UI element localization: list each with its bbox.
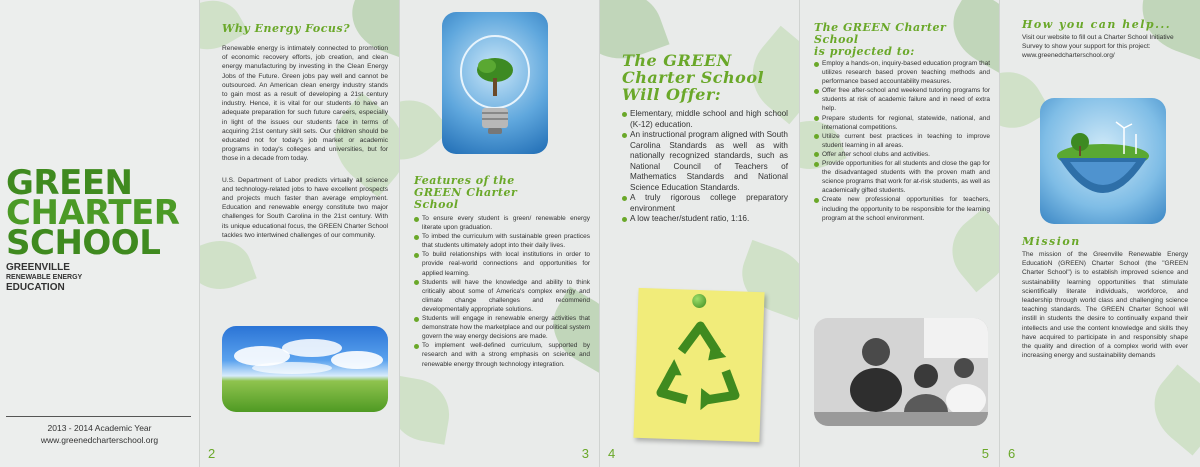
list-item: To ensure every student is green/ renewable energy literate upon graduation. — [414, 214, 590, 232]
panel-features — [400, 0, 600, 467]
panel-will-offer — [600, 0, 800, 467]
mission-text: The mission of the Greenville Renewable Energy EducatioN (GREEN) Charter School (the "GREEN Charter School") is to establish improved science and sustainability learning opportunities that stimulate scientifically literate individuals, workforce, and leadership through world class and challenging science teaching standards. The GREEN Charter School will instill in students the desire to continually expand their intellects and use the content knowledge and skills they have acquired to participate in and responsibly shape the quality and direction of a complex world with ever increasing energy and sustainability demands — [1022, 251, 1188, 360]
help-text: Visit our website to fill out a Charter School Initiative Survey to show your support for this project: www.greenedcharterschool.org/ — [1022, 34, 1174, 60]
list-item: Students will engage in renewable energy activities that demonstrate how the marketplace and our political system govern the way energy decisions are made. — [414, 314, 590, 341]
sky-field-photo — [222, 326, 388, 412]
sticky-note-recycle — [633, 288, 764, 442]
panel-help-mission — [1000, 0, 1200, 467]
classroom-photo — [814, 318, 988, 426]
features-heading: Features of the GREEN Charter School — [414, 174, 518, 211]
page-number: 5 — [981, 446, 989, 461]
panel-projected — [800, 0, 1000, 467]
cover-title-line-2: CHARTER — [6, 193, 180, 233]
projected-heading-line-1: The GREEN Charter — [814, 21, 947, 34]
page-number: 3 — [581, 446, 589, 461]
cover-subtitle-2: RENEWABLE ENERGY — [6, 274, 83, 281]
why-energy-paragraph-2: U.S. Department of Labor predicts virtually all science and technology-related jobs to have excellent prospects and projects much faster than average employment. Education and renewable energy constitute two major challenges for South Carolina in the 21st century. With its unique educational focus, the GREEN Charter School tackles two intertwined challenges of our community. — [222, 176, 388, 239]
list-item: To imbed the curriculum with sustainable green practices that students ultimately adopt into their daily lives. — [414, 232, 590, 250]
leaf-decoration — [1139, 365, 1200, 456]
why-energy-heading: Why Energy Focus? — [222, 22, 351, 35]
list-item: An instructional program aligned with South Carolina Standards as well as with nationally recognized standards, such as National Council of Teachers of Mathematics Standards and National Science Education Standards. — [622, 130, 788, 193]
list-item: Prepare students for regional, statewide, national, and international competitions. — [814, 114, 990, 132]
cover-title — [6, 163, 180, 293]
will-offer-heading-line-1: The GREEN — [622, 51, 732, 70]
cover-subtitle-3: EDUCATION — [6, 282, 65, 293]
lightbulb-tree-photo — [442, 12, 548, 154]
list-item: Offer after school clubs and activities. — [814, 150, 990, 159]
projected-heading-line-2: School — [814, 33, 859, 46]
cover-website: www.greenedcharterschool.org — [40, 435, 159, 445]
panel-why-energy — [200, 0, 400, 467]
list-item: Students will have the knowledge and ability to think critically about some of America's complex energy and climate change challenges and recommend developmentally appropriate solutions. — [414, 278, 590, 314]
list-item: Elementary, middle school and high school (K-12) education. — [622, 109, 788, 130]
why-energy-paragraph-1: Renewable energy is intimately connected to promotion of economic recovery efforts, job creation, and clean energy manufacturing by investing in the Clean Energy Jobs of the Future. Green jobs pay well and cannot be outsourced. An American clean energy industry stands to gain most as a result of developing a 21st century industry. Hence, it is vital for our students to have an adequate preparation for such future careers, especially in light of the issues our students face in terms of acquiring 21st century skill sets. Our children should be educated not for today's job market or academic programs in today's colleges and universities, but for those in a decade from today. — [222, 45, 388, 163]
list-item: Utilize current best practices in teaching to improve student learning in all areas. — [814, 132, 990, 150]
will-offer-heading-line-2: Charter School — [622, 68, 765, 87]
page-number: 4 — [608, 446, 616, 461]
list-item: A truly rigorous college preparatory environment — [622, 193, 788, 214]
mission-heading: Mission — [1022, 235, 1081, 248]
list-item: Create new professional opportunities for teachers, including the opportunity to be responsible for the learning program at the school environment. — [814, 195, 990, 222]
cover-panel — [0, 0, 200, 467]
page-number: 2 — [208, 446, 216, 461]
projected-heading-line-3: is projected to: — [814, 45, 915, 58]
list-item: To implement well-defined curriculum, supported by research and with a strong emphasis on science and renewable energy through technology integration. — [414, 341, 590, 368]
list-item: Offer free after-school and weekend tutoring programs for students at risk of academic failure and in need of extra help. — [814, 86, 990, 113]
cover-subtitle-1: GREENVILLE — [6, 262, 70, 273]
cover-title-line-3: SCHOOL — [6, 223, 161, 263]
cover-divider — [6, 416, 191, 417]
floating-island-photo — [1040, 98, 1166, 224]
list-item: Provide opportunities for all students and close the gap for the disadvantaged students with the proven math and science programs that work for at-risk students, as well as academically gifted students. — [814, 159, 990, 195]
help-heading: How you can help... — [1022, 18, 1172, 31]
cover-title-line-1: GREEN — [6, 163, 133, 203]
projected-list — [814, 59, 990, 223]
list-item: Employ a hands-on, inquiry-based education program that utilizes research based proven teaching methods and performance based accountability measures. — [814, 59, 990, 86]
features-list — [414, 214, 590, 369]
cloud-illustration — [222, 326, 388, 412]
leaf-decoration — [200, 231, 257, 299]
will-offer-heading-line-3: Will Offer: — [622, 85, 722, 104]
will-offer-list — [622, 109, 788, 225]
recycle-icon — [633, 288, 764, 442]
list-item: A low teacher/student ratio, 1:16. — [622, 214, 788, 225]
lightbulb-icon — [442, 12, 548, 154]
globe-island-icon — [1040, 98, 1166, 224]
leaf-decoration — [400, 375, 455, 445]
page-number: 6 — [1008, 446, 1016, 461]
students-illustration — [814, 318, 988, 426]
cover-year: 2013 - 2014 Academic Year — [47, 423, 152, 433]
list-item: To build relationships with local institutions in order to provide real-world connections and opportunities for applied learning. — [414, 250, 590, 277]
